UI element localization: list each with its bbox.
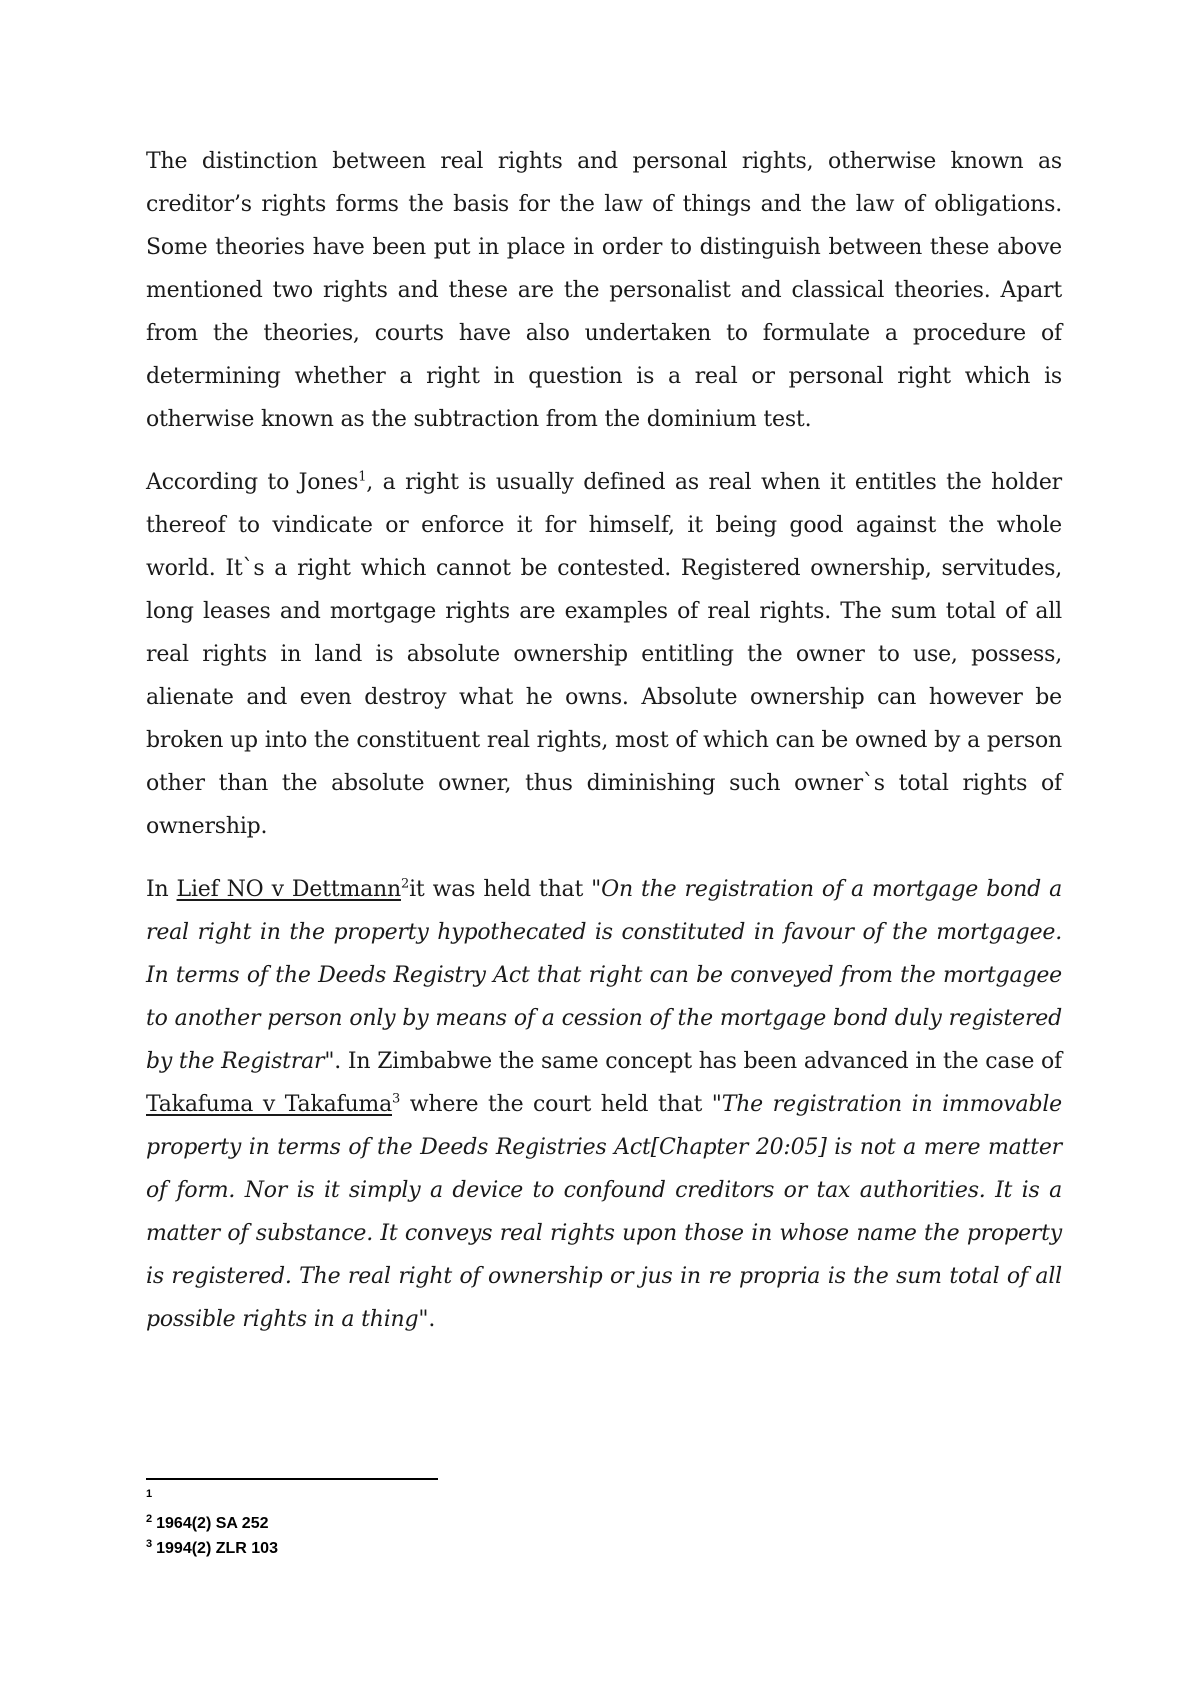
- footnote-number: 1: [146, 1487, 153, 1500]
- footnote-2: [146, 1511, 746, 1536]
- footnote-number: 3: [146, 1537, 153, 1550]
- paragraph-text: it was held that ": [409, 877, 602, 902]
- paragraph-jones-definition: [146, 461, 1062, 848]
- footnote-reference: 3: [392, 1091, 401, 1107]
- case-citation-takafuma: Takafuma v Takafuma: [146, 1092, 392, 1117]
- footnote-separator: [146, 1478, 438, 1480]
- footnote-reference: 1: [358, 469, 367, 485]
- footnote-number: 2: [146, 1512, 153, 1525]
- footnote-text: 1964(2) SA 252: [156, 1515, 269, 1532]
- paragraph-text: ".: [418, 1307, 436, 1332]
- paragraph-introduction: The distinction between real rights and personal rights, otherwise known as creditor’s rights forms the basis for the law of things and the law of obligations. Some theories have been put in place in order to distinguish between these above mentioned two rights and these are the personalist and classical theories. Apart from the theories, courts have also undertaken to formulate a procedure of determining whether a right in question is a real or personal right which is otherwise known as the subtraction from the dominium test.: [146, 149, 1062, 432]
- paragraph-case-law: [146, 868, 1062, 1341]
- paragraph-text: According to Jones: [146, 470, 359, 495]
- body-text: [146, 140, 1062, 1341]
- footnote-reference: 2: [400, 876, 410, 892]
- footnote-3: [146, 1536, 746, 1561]
- footnote-1: [146, 1486, 746, 1511]
- paragraph-text: In: [146, 877, 177, 902]
- quotation-takafuma: The registration in immovable property in terms of the Deeds Registries Act[Chapter 20:05] is not a mere matter of form. Nor is it simply a device to confound creditors or tax authorities. It is a matter of substance. It conveys real rights upon those in whose name the property is registered. The real right of ownership or jus in re propria is the sum total of all possible rights in a thing: [146, 1092, 1062, 1332]
- paragraph-text: , a right is usually defined as real when it entitles the holder thereof to vindicate or enforce it for himself, it being good against the whole world. It`s a right which cannot be contested. Registered ownership, servitudes, long leases and mortgage rights are examples of real rights. The sum total of all real rights in land is absolute ownership entitling the owner to use, possess, alienate and even destroy what he owns. Absolute ownership can however be broken up into the constituent real rights, most of which can be owned by a person other than the absolute owner, thus diminishing such owner`s total rights of ownership.: [146, 470, 1062, 839]
- quotation-lief-v-dettmann: On the registration of a mortgage bond a real right in the property hypothecated is constituted in favour of the mortgagee. In terms of the Deeds Registry Act that right can be conveyed from the mortgagee to another person only by means of a cession of the mortgage bond duly registered by the Registrar: [146, 877, 1062, 1074]
- paragraph-text: where the court held that ": [400, 1092, 722, 1117]
- case-citation-lief-v-dettmann: Lief NO v Dettmann: [176, 877, 401, 902]
- footnotes: [146, 1486, 746, 1561]
- paragraph-text: ". In Zimbabwe the same concept has been advanced in the case of: [324, 1049, 1063, 1074]
- footnote-text: 1994(2) ZLR 103: [156, 1540, 278, 1557]
